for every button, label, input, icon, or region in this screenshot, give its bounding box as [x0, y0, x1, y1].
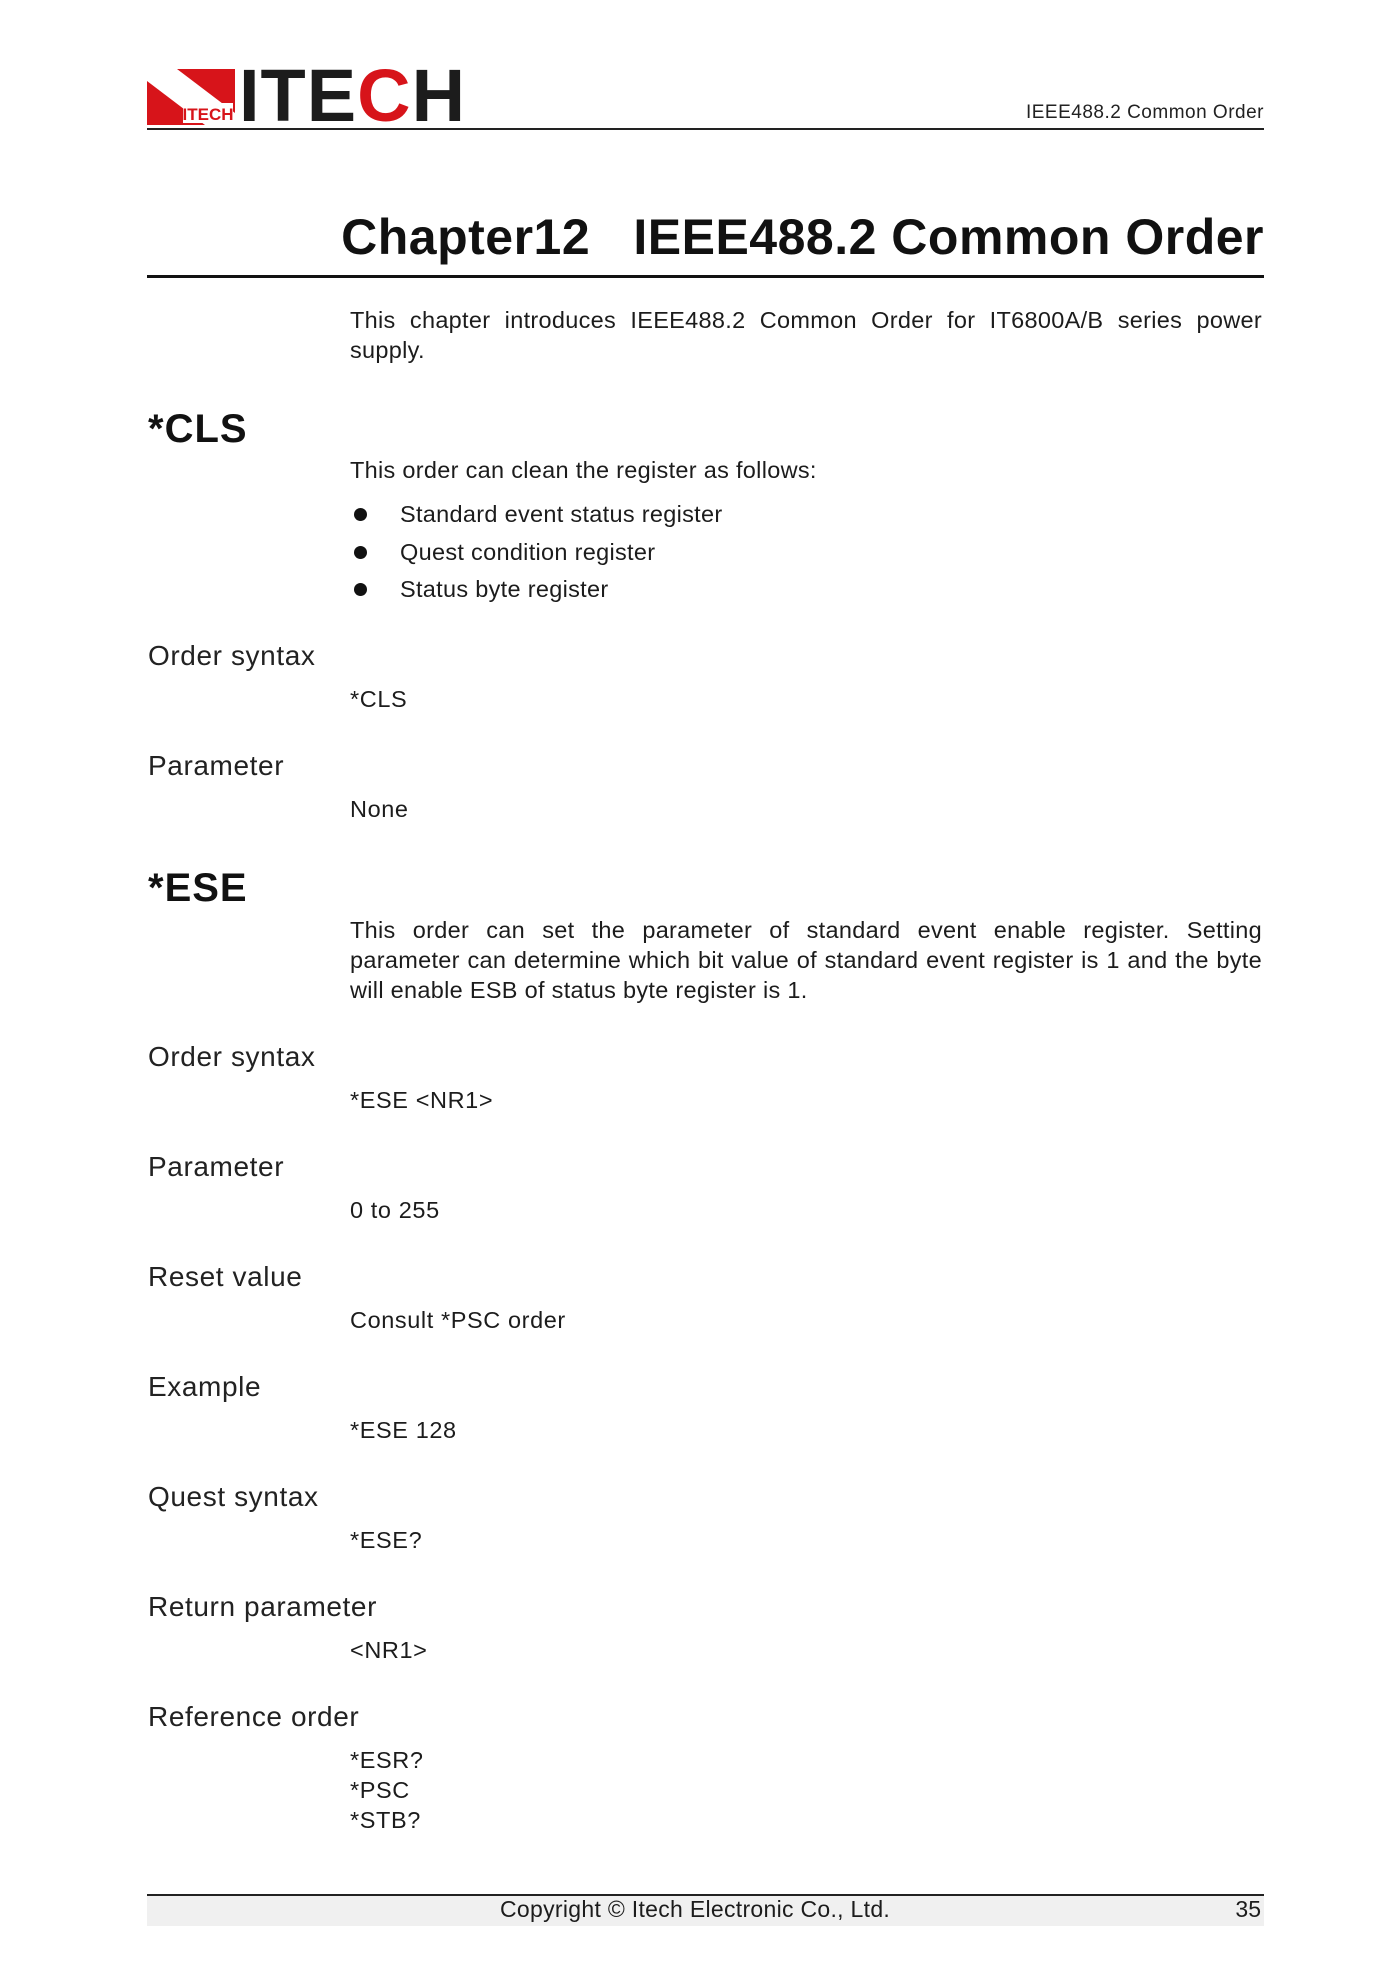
list-item: Standard event status register	[350, 499, 1250, 537]
ese-reset-label: Reset value	[148, 1261, 303, 1292]
cls-parameter: None	[350, 796, 409, 822]
ese-example-label: Example	[148, 1371, 262, 1402]
cls-description: This order can clean the register as follows:	[350, 457, 817, 483]
ese-parameter-label: Parameter	[148, 1151, 285, 1182]
bullet-icon	[354, 583, 367, 596]
chapter-intro: This chapter introduces IEEE488.2 Common Order for IT6800A/B series power supply.	[350, 307, 1262, 363]
reference-item: *ESR?	[350, 1747, 424, 1773]
chapter-title: Chapter12 IEEE488.2 Common Order	[341, 209, 1264, 265]
ese-order-syntax: *ESE <NR1>	[350, 1087, 494, 1113]
bullet-icon	[354, 508, 367, 521]
logo-small-text: ITECH	[182, 105, 234, 124]
ese-reset-value: Consult *PSC order	[350, 1307, 566, 1333]
running-header: IEEE488.2 Common Order	[1025, 102, 1264, 123]
ese-quest-syntax-label: Quest syntax	[148, 1481, 319, 1512]
page-number: 35	[1235, 1896, 1261, 1922]
cls-order-syntax: *CLS	[350, 686, 408, 712]
cls-register-list	[350, 499, 1250, 612]
cls-heading: *CLS	[148, 407, 248, 451]
logo-wordmark: ITECH	[239, 54, 467, 137]
ese-order-syntax-label: Order syntax	[148, 1041, 316, 1072]
reference-item: *PSC	[350, 1777, 410, 1803]
reference-item: *STB?	[350, 1807, 421, 1833]
list-item: Quest condition register	[350, 537, 1250, 575]
ese-parameter: 0 to 255	[350, 1197, 440, 1223]
chapter-divider	[147, 275, 1264, 278]
ese-reference-label: Reference order	[148, 1701, 360, 1732]
ese-reference-list	[350, 1745, 424, 1835]
ese-description: This order can set the parameter of standard event enable register. Setting parameter can determine which bit value of standard event register is 1 and the byte will enable ESB of status byte register is 1.	[350, 917, 1262, 1003]
logo-mark-icon	[147, 69, 235, 125]
ese-return-label: Return parameter	[148, 1591, 378, 1622]
header-divider	[147, 128, 1264, 130]
ese-example: *ESE 128	[350, 1417, 457, 1443]
copyright-text: Copyright © Itech Electronic Co., Ltd.	[500, 1896, 891, 1922]
ese-quest-syntax: *ESE?	[350, 1527, 423, 1553]
cls-order-syntax-label: Order syntax	[148, 640, 316, 671]
itech-logo	[147, 54, 467, 137]
cls-parameter-label: Parameter	[148, 750, 285, 781]
ese-heading: *ESE	[148, 866, 248, 910]
list-item: Status byte register	[350, 574, 1250, 612]
bullet-icon	[354, 546, 367, 559]
ese-return-parameter: <NR1>	[350, 1637, 428, 1663]
